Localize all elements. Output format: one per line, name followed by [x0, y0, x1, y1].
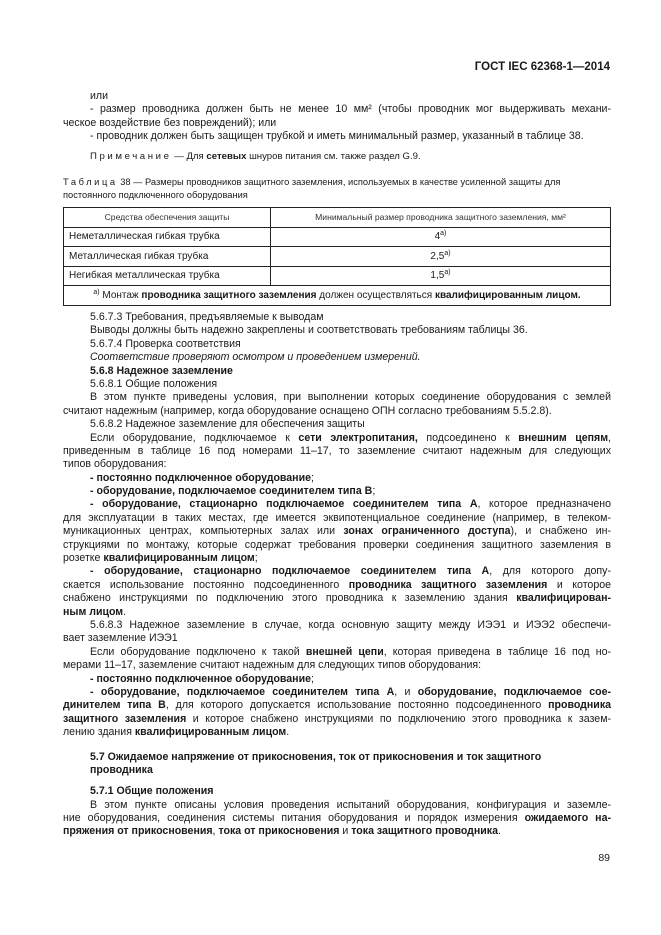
- text-run: ;: [372, 485, 376, 498]
- text-run: .: [498, 825, 501, 838]
- bold-text: сетевых: [206, 151, 247, 162]
- bold-text: тока защитного проводника: [351, 825, 498, 838]
- note: [63, 150, 611, 163]
- text-run: подсоединено к: [417, 431, 519, 444]
- intro-text: [63, 90, 611, 144]
- footnote-mark: а): [93, 288, 100, 296]
- table-footnote: [64, 286, 611, 306]
- caption-text: 38 — Размеры проводников защитного заземления, используемых в качестве усиленной защиты для: [117, 177, 561, 187]
- bold-text: квалифицированным лицом.: [434, 289, 581, 301]
- text-line: [63, 458, 611, 471]
- bold-text: пряжения от прикосновения: [63, 825, 213, 838]
- text-run: приведенным в таблице 16 под номерами 11–17, то заземление считают надежным для следующих: [63, 444, 611, 457]
- text-run: лению здания: [63, 726, 135, 739]
- min-size: [271, 266, 611, 286]
- bold-text: внешним цепям: [518, 431, 609, 444]
- text-run: , которая приведена в таблице 16 под но-: [383, 645, 611, 658]
- text-line: [63, 512, 611, 525]
- text-run: , которое предназначено: [477, 498, 611, 511]
- text-run: ческое воздействие без повреждений); или: [63, 116, 277, 129]
- text-run: , и: [394, 685, 418, 698]
- text-run: вает заземление ИЭЭ1: [63, 632, 178, 645]
- text-line: [63, 565, 611, 578]
- conductor-size-table: [63, 207, 611, 306]
- table-header-row: [64, 208, 611, 228]
- text-line: [63, 117, 611, 130]
- text-run: ), и снабжено ин-: [510, 525, 611, 538]
- text-run: 5.6.7.4 Проверка соответствия: [90, 337, 241, 350]
- bold-text: - постоянно подключенное оборудование: [90, 471, 311, 484]
- italic-text: Соответствие проверяют осмотром и проведением измерений.: [90, 351, 421, 364]
- text-run: ;: [254, 552, 258, 565]
- bold-text: зонах ограниченного доступа: [343, 525, 511, 538]
- note-text: [172, 151, 421, 162]
- text-line: [63, 713, 611, 726]
- text-run: 5.6.7.3 Требования, предъявляемые к выводам: [90, 311, 324, 323]
- protection-means: Неметаллическая гибкая трубка: [64, 227, 271, 247]
- text-line: [63, 378, 611, 391]
- text-line: [63, 391, 611, 404]
- text-run: - проводник должен быть защищен трубкой и иметь минимальный размер, указанный в таблице 38.: [90, 130, 584, 143]
- subsection-heading: 5.7.1 Общие положения: [90, 785, 214, 798]
- text-run: , для которого допускается использование постоянно подсоединенного: [165, 699, 549, 712]
- bold-text: - постоянно подключенное оборудование: [90, 672, 311, 685]
- text-run: муникационных центрах, компьютерных залах или: [63, 525, 344, 538]
- bold-text: - оборудование, подключаемое соединителем типа А: [90, 685, 395, 698]
- bold-text: проводника защитного заземления: [141, 289, 317, 301]
- size-value: 2,5: [430, 250, 445, 262]
- text-line: [63, 659, 611, 672]
- text-line: [63, 686, 611, 699]
- text-line: [63, 699, 611, 712]
- text-line: [63, 472, 611, 485]
- text-line: [63, 338, 611, 351]
- text-run: 5.6.8.3 Надежное заземление в случае, когда основную защиту между ИЭЭ1 и ИЭЭ2 обеспечи-: [90, 618, 611, 631]
- bold-text: 5.6.8 Надежное заземление: [90, 364, 233, 377]
- text-line: [63, 324, 611, 337]
- header-size: Минимальный размер проводника защитного заземления, мм²: [271, 208, 611, 228]
- main-flow: [63, 311, 611, 839]
- text-run: мерами 11–17, заземление считают надежным для следующих типов оборудования:: [63, 659, 482, 672]
- text-run: и которое: [547, 578, 611, 591]
- text-line: [63, 539, 611, 552]
- document-id: ГОСТ IEC 62368-1—2014: [474, 61, 610, 73]
- text-run: ;: [310, 672, 314, 685]
- note-label: Примечание: [90, 151, 172, 162]
- text-run: или: [90, 90, 109, 102]
- text-line: [63, 579, 611, 592]
- text-run: типов оборудования:: [63, 458, 167, 471]
- text-run: - размер проводника должен быть не менее 10 мм² (чтобы проводник мог выдерживать механи-: [90, 103, 611, 116]
- bold-text: сети электропитания,: [298, 431, 418, 444]
- bold-text: ожидаемого на-: [524, 812, 611, 825]
- text-run: Монтаж: [99, 289, 142, 301]
- text-run: шнуров питания см. также раздел G.9.: [246, 151, 421, 162]
- text-line: [63, 619, 611, 632]
- text-run: скается использование постоянно подсоединенного: [63, 578, 349, 591]
- text-line: [63, 525, 611, 538]
- text-run: , для которого допу-: [489, 565, 611, 578]
- caption-label: Таблица: [63, 177, 118, 187]
- bold-text: проводника защитного заземления: [348, 578, 548, 591]
- text-line: [63, 632, 611, 645]
- size-value: 4: [434, 231, 441, 243]
- protection-means: Металлическая гибкая трубка: [64, 247, 271, 267]
- footnote-ref: а): [440, 230, 447, 238]
- text-line: [63, 405, 611, 418]
- text-run: струкциями по монтажу, которые содержат требования проверки соединения защитного заземления в: [63, 538, 611, 551]
- text-run: — Для: [171, 151, 207, 162]
- bold-text: защитного заземления: [63, 712, 187, 725]
- text-run: снабжено инструкциями по подключению этого проводника к заземлению здания: [63, 592, 517, 605]
- text-line: [63, 646, 611, 659]
- table-footnote-row: [64, 286, 611, 306]
- protection-means: Негибкая металлическая трубка: [64, 266, 271, 286]
- text-line: [63, 351, 611, 364]
- text-line: [63, 432, 611, 445]
- text-run: и которое снабжено инструкциями по подключению этого проводника к зазем-: [186, 712, 611, 725]
- section-heading-2: проводника: [90, 763, 153, 776]
- text-line: [63, 812, 611, 825]
- bold-text: оборудование, подключаемое сое-: [417, 685, 611, 698]
- text-line: [63, 825, 611, 838]
- text-run: Выводы должны быть надежно закреплены и соответствовать требованиям таблицы 36.: [90, 324, 528, 337]
- body-text: [63, 311, 611, 740]
- size-value: 1,5: [430, 270, 445, 282]
- bold-text: квалифицированным лицом: [134, 726, 287, 739]
- text-run: розетке: [63, 552, 104, 565]
- text-run: считают надежным (например, когда оборудование оснащено ОПН согласно требованиям 5.5.2.8).: [63, 404, 552, 417]
- text-line: [63, 498, 611, 511]
- text-run: В этом пункте описаны условия проведения испытаний оборудования, конфигурация и заземле-: [90, 798, 611, 811]
- text-run: .: [123, 605, 127, 618]
- table-row: [64, 247, 611, 267]
- text-line: [63, 130, 611, 143]
- section-text: [63, 799, 611, 839]
- text-run: 5.6.8.2 Надежное заземление для обеспечения защиты: [90, 418, 365, 431]
- min-size: [271, 247, 611, 267]
- section-heading: 5.7 Ожидаемое напряжение от прикосновения, ток от прикосновения и ток защитного: [90, 750, 542, 763]
- bold-text: проводника: [548, 699, 611, 712]
- text-run: 5.6.8.1 Общие положения: [90, 377, 218, 390]
- text-line: [63, 103, 611, 116]
- text-run: должен осуществляться: [316, 289, 435, 301]
- text-run: для эксплуатации в таких местах, где имеется эквипотенциальное соединение (например, в телеком-: [63, 511, 611, 524]
- bold-text: квалифицирован-: [516, 592, 611, 605]
- bold-text: тока от прикосновения: [218, 825, 340, 838]
- text-line: [63, 592, 611, 605]
- text-run: ;: [310, 471, 314, 484]
- text-run: Если оборудование, подключаемое к: [90, 431, 299, 444]
- text-line: [63, 673, 611, 686]
- min-size: [271, 227, 611, 247]
- text-line: [63, 485, 611, 498]
- text-line: [63, 799, 611, 812]
- bold-text: - оборудование, подключаемое соединителем типа В: [90, 485, 373, 498]
- table-row: [64, 266, 611, 286]
- table-row: [64, 227, 611, 247]
- text-line: [63, 365, 611, 378]
- text-run: ,: [212, 825, 219, 838]
- caption-text-2: постоянного подключенного оборудования: [63, 190, 248, 200]
- text-line: [63, 552, 611, 565]
- bold-text: ным лицом: [63, 605, 124, 618]
- text-line: [63, 90, 611, 103]
- bold-text: - оборудование, стационарно подключаемое соединителем типа А: [90, 498, 478, 511]
- text-line: [63, 418, 611, 431]
- text-line: [63, 311, 611, 324]
- bold-text: внешней цепи: [305, 645, 384, 658]
- text-run: ,: [608, 431, 611, 444]
- header-means: Средства обеспечения защиты: [64, 208, 271, 228]
- bold-text: - оборудование, стационарно подключаемое соединителем типа А: [90, 565, 490, 578]
- page-number: 89: [598, 852, 610, 864]
- text-line: [63, 726, 611, 739]
- text-run: В этом пункте приведены условия, при выполнении которых соединение оборудования с землей: [90, 391, 611, 404]
- footnote-text: [100, 290, 581, 301]
- text-run: ние оборудования, соединения системы питания оборудования и порядок измерения: [63, 812, 525, 825]
- bold-text: динителем типа В: [63, 699, 166, 712]
- footnote-ref: а): [444, 249, 451, 257]
- footnote-ref: а): [444, 269, 451, 277]
- text-line: [63, 445, 611, 458]
- section-5-7: [63, 751, 611, 839]
- text-run: .: [286, 726, 290, 739]
- text-run: Если оборудование подключено к такой: [90, 645, 306, 658]
- text-run: и: [339, 825, 352, 838]
- note-line: [63, 150, 611, 163]
- table-caption: [63, 176, 611, 202]
- text-line: [63, 606, 611, 619]
- bold-text: квалифицированным лицом: [103, 552, 255, 565]
